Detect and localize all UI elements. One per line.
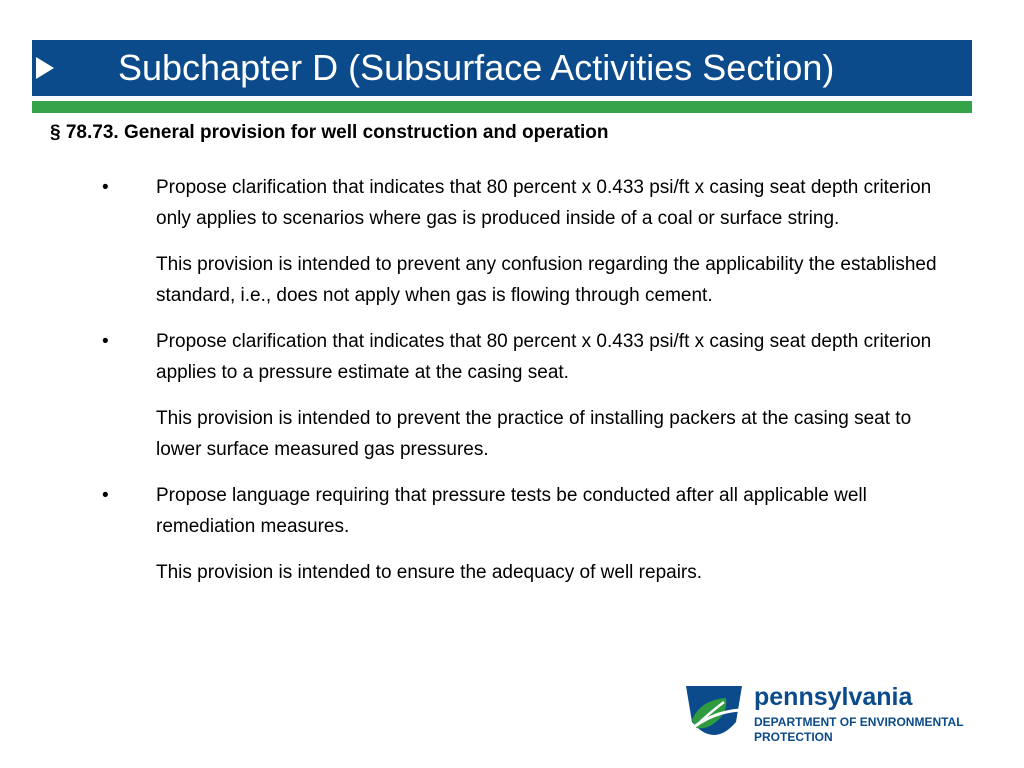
bullet-note (0, 557, 1024, 588)
note-text: This provision is intended to ensure the adequacy of well repairs. (156, 562, 703, 583)
section-heading: § 78.73. General provision for well construction and operation (50, 122, 609, 143)
bullet-note (0, 249, 1024, 311)
bullet-marker: • (102, 485, 109, 506)
bullet-marker: • (102, 177, 109, 198)
keystone-leaf-icon (682, 682, 746, 746)
slide-content (0, 172, 1024, 603)
title-bar (32, 40, 972, 96)
chevron-right-icon (36, 57, 54, 79)
dep-logo (682, 682, 982, 752)
green-divider (32, 101, 972, 113)
logo-wordmark: pennsylvania (754, 683, 913, 711)
note-text: This provision is intended to prevent any confusion regarding the applicability the established standard, i.e., does not apply when gas is flowing through cement. (156, 254, 937, 306)
bullet-text: Propose clarification that indicates that 80 percent x 0.433 psi/ft x casing seat depth criterion applies to a pressure estimate at the casing seat. (156, 331, 932, 383)
note-text: This provision is intended to prevent the practice of installing packers at the casing seat to lower surface measured gas pressures. (156, 408, 912, 460)
bullet-item (0, 326, 1024, 388)
bullet-text: Propose language requiring that pressure tests be conducted after all applicable well remediation measures. (156, 485, 867, 537)
slide-title: Subchapter D (Subsurface Activities Section) (118, 47, 835, 88)
bullet-marker: • (102, 331, 109, 352)
bullet-item (0, 480, 1024, 542)
bullet-text: Propose clarification that indicates that 80 percent x 0.433 psi/ft x casing seat depth criterion only applies to scenarios where gas is produced inside of a coal or surface string. (156, 177, 932, 229)
bullet-note (0, 403, 1024, 465)
logo-subtitle: DEPARTMENT OF ENVIRONMENTAL PROTECTION (754, 715, 964, 744)
bullet-item (0, 172, 1024, 234)
